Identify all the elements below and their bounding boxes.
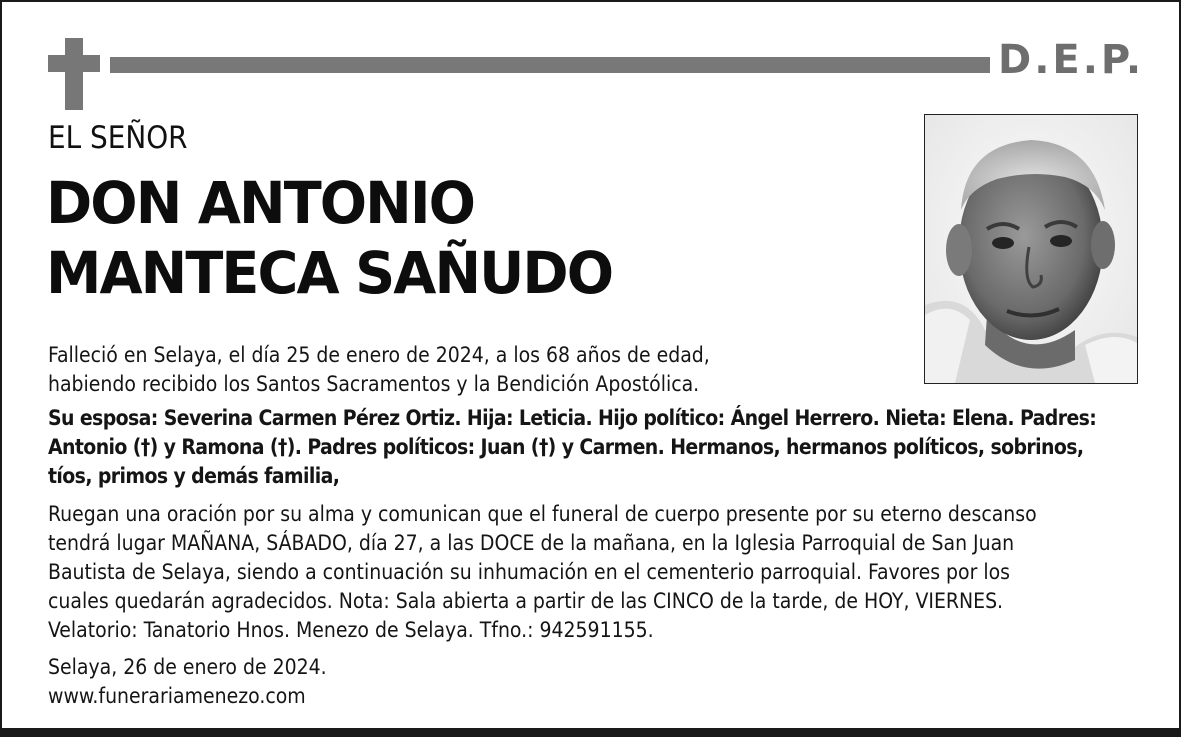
deceased-name-line-1: DON ANTONIO [46, 169, 475, 237]
deceased-prefix: EL SEÑOR [48, 120, 188, 156]
place-date: Selaya, 26 de enero de 2024. [48, 655, 327, 679]
cross-icon [48, 38, 100, 110]
family-line: Su esposa: Severina Carmen Pérez Ortiz. Hija: Leticia. Hijo político: Ángel Herrero. Nieta: Elena. Padres: [48, 406, 1097, 430]
death-notice-line: habiendo recibido los Santos Sacramentos y la Bendición Apostólica. [48, 372, 700, 396]
family-line: tíos, primos y demás familia, [48, 464, 340, 488]
family-list [48, 404, 1096, 491]
ceremony-details [48, 500, 1037, 645]
ceremony-line: Velatorio: Tanatorio Hnos. Menezo de Selaya. Tfno.: 942591155. [48, 618, 654, 642]
footer [48, 653, 327, 711]
deceased-name [46, 168, 612, 308]
death-notice-line: Falleció en Selaya, el día 25 de enero de 2024, a los 68 años de edad, [48, 343, 710, 367]
deceased-photo [924, 114, 1138, 384]
deceased-name-line-2: MANTECA SAÑUDO [46, 239, 613, 307]
ceremony-line: cuales quedarán agradecidos. Nota: Sala abierta a partir de las CINCO de la tarde, de HOY, VIERNES. [48, 589, 1004, 613]
ceremony-line: Ruegan una oración por su alma y comunican que el funeral de cuerpo presente por su eterno descanso [48, 502, 1037, 526]
family-line: Antonio (†) y Ramona (†). Padres políticos: Juan (†) y Carmen. Hermanos, hermanos políticos, sobrinos, [48, 435, 1084, 459]
death-notice [48, 341, 710, 399]
header-rule [110, 57, 990, 73]
website-link[interactable]: www.funerariamenezo.com [48, 684, 306, 708]
ceremony-line: tendrá lugar MAÑANA, SÁBADO, día 27, a las DOCE de la mañana, en la Iglesia Parroquial de San Juan [48, 531, 1015, 555]
dep-label: D.E.P. [998, 37, 1145, 83]
ceremony-line: Bautista de Selaya, siendo a continuación su inhumación en el cementerio parroquial. Favores por los [48, 560, 1011, 584]
